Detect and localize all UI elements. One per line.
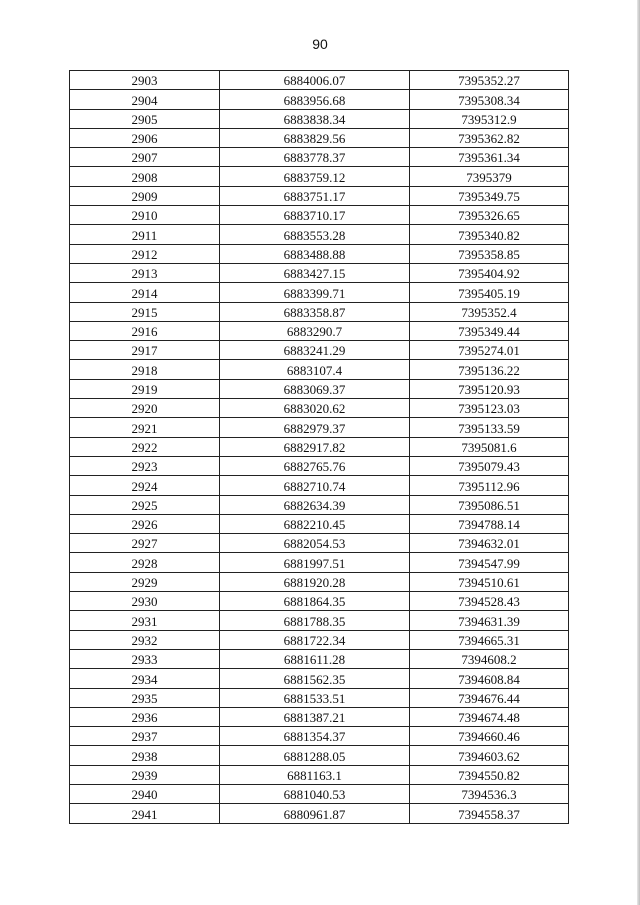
point-number-cell: 2923 [70,456,220,475]
table-row [70,746,569,765]
x-coordinate-cell: 6881997.51 [220,553,410,572]
point-number-cell: 2930 [70,592,220,611]
point-number-cell: 2922 [70,437,220,456]
table-row [70,148,569,167]
table-row [70,437,569,456]
y-coordinate-cell: 7395362.82 [410,128,569,147]
table-row [70,263,569,282]
point-number-cell: 2906 [70,128,220,147]
point-number-cell: 2938 [70,746,220,765]
y-coordinate-cell: 7394536.3 [410,784,569,803]
point-number-cell: 2913 [70,263,220,282]
x-coordinate-cell: 6881387.21 [220,707,410,726]
y-coordinate-cell: 7395136.22 [410,360,569,379]
table-row [70,804,569,823]
x-coordinate-cell: 6882765.76 [220,456,410,475]
point-number-cell: 2929 [70,572,220,591]
table-row [70,321,569,340]
table-row [70,71,569,90]
table-row [70,630,569,649]
point-number-cell: 2936 [70,707,220,726]
x-coordinate-cell: 6881722.34 [220,630,410,649]
y-coordinate-cell: 7394660.46 [410,727,569,746]
point-number-cell: 2911 [70,225,220,244]
x-coordinate-cell: 6883107.4 [220,360,410,379]
x-coordinate-cell: 6882979.37 [220,418,410,437]
x-coordinate-cell: 6883751.17 [220,186,410,205]
y-coordinate-cell: 7395405.19 [410,283,569,302]
y-coordinate-cell: 7394788.14 [410,514,569,533]
y-coordinate-cell: 7395086.51 [410,495,569,514]
table-row [70,90,569,109]
table-row [70,727,569,746]
x-coordinate-cell: 6883778.37 [220,148,410,167]
table-row [70,283,569,302]
page-number: 90 [312,36,328,52]
x-coordinate-cell: 6883759.12 [220,167,410,186]
x-coordinate-cell: 6880961.87 [220,804,410,823]
x-coordinate-cell: 6882634.39 [220,495,410,514]
y-coordinate-cell: 7395349.44 [410,321,569,340]
table-row [70,688,569,707]
y-coordinate-cell: 7394674.48 [410,707,569,726]
table-row [70,302,569,321]
x-coordinate-cell: 6882917.82 [220,437,410,456]
point-number-cell: 2912 [70,244,220,263]
point-number-cell: 2904 [70,90,220,109]
x-coordinate-cell: 6881788.35 [220,611,410,630]
point-number-cell: 2925 [70,495,220,514]
x-coordinate-cell: 6882210.45 [220,514,410,533]
y-coordinate-cell: 7395358.85 [410,244,569,263]
y-coordinate-cell: 7395123.03 [410,399,569,418]
y-coordinate-cell: 7395079.43 [410,456,569,475]
y-coordinate-cell: 7395326.65 [410,206,569,225]
x-coordinate-cell: 6883069.37 [220,379,410,398]
table-row [70,669,569,688]
x-coordinate-cell: 6881611.28 [220,649,410,668]
y-coordinate-cell: 7395112.96 [410,476,569,495]
point-number-cell: 2939 [70,765,220,784]
point-number-cell: 2919 [70,379,220,398]
point-number-cell: 2921 [70,418,220,437]
table-row [70,592,569,611]
point-number-cell: 2924 [70,476,220,495]
x-coordinate-cell: 6882054.53 [220,534,410,553]
point-number-cell: 2928 [70,553,220,572]
x-coordinate-cell: 6884006.07 [220,71,410,90]
point-number-cell: 2931 [70,611,220,630]
y-coordinate-cell: 7395120.93 [410,379,569,398]
table-row [70,418,569,437]
y-coordinate-cell: 7395133.59 [410,418,569,437]
y-coordinate-cell: 7394632.01 [410,534,569,553]
y-coordinate-cell: 7395312.9 [410,109,569,128]
table-row [70,244,569,263]
table-row [70,225,569,244]
point-number-cell: 2940 [70,784,220,803]
x-coordinate-cell: 6881864.35 [220,592,410,611]
y-coordinate-cell: 7394547.99 [410,553,569,572]
table-row [70,784,569,803]
y-coordinate-cell: 7394528.43 [410,592,569,611]
x-coordinate-cell: 6883838.34 [220,109,410,128]
y-coordinate-cell: 7394608.84 [410,669,569,688]
x-coordinate-cell: 6881288.05 [220,746,410,765]
y-coordinate-cell: 7394631.39 [410,611,569,630]
point-number-cell: 2933 [70,649,220,668]
x-coordinate-cell: 6881163.1 [220,765,410,784]
x-coordinate-cell: 6883488.88 [220,244,410,263]
x-coordinate-cell: 6881562.35 [220,669,410,688]
x-coordinate-cell: 6883358.87 [220,302,410,321]
point-number-cell: 2915 [70,302,220,321]
point-number-cell: 2917 [70,341,220,360]
table-row [70,476,569,495]
y-coordinate-cell: 7395352.27 [410,71,569,90]
x-coordinate-cell: 6882710.74 [220,476,410,495]
table-row [70,456,569,475]
point-number-cell: 2932 [70,630,220,649]
y-coordinate-cell: 7394558.37 [410,804,569,823]
table-row [70,534,569,553]
table-row [70,206,569,225]
table-row [70,379,569,398]
y-coordinate-cell: 7395404.92 [410,263,569,282]
x-coordinate-cell: 6883241.29 [220,341,410,360]
table-row [70,765,569,784]
x-coordinate-cell: 6883020.62 [220,399,410,418]
point-number-cell: 2934 [70,669,220,688]
x-coordinate-cell: 6881533.51 [220,688,410,707]
x-coordinate-cell: 6883710.17 [220,206,410,225]
coordinates-table-body [70,71,569,824]
x-coordinate-cell: 6883553.28 [220,225,410,244]
point-number-cell: 2935 [70,688,220,707]
table-row [70,707,569,726]
point-number-cell: 2916 [70,321,220,340]
y-coordinate-cell: 7395081.6 [410,437,569,456]
y-coordinate-cell: 7394665.31 [410,630,569,649]
y-coordinate-cell: 7395352.4 [410,302,569,321]
table-row [70,186,569,205]
y-coordinate-cell: 7394676.44 [410,688,569,707]
point-number-cell: 2907 [70,148,220,167]
table-row [70,611,569,630]
y-coordinate-cell: 7395274.01 [410,341,569,360]
x-coordinate-cell: 6883290.7 [220,321,410,340]
point-number-cell: 2914 [70,283,220,302]
table-row [70,109,569,128]
point-number-cell: 2941 [70,804,220,823]
table-row [70,341,569,360]
y-coordinate-cell: 7394510.61 [410,572,569,591]
y-coordinate-cell: 7394603.62 [410,746,569,765]
point-number-cell: 2909 [70,186,220,205]
x-coordinate-cell: 6883956.68 [220,90,410,109]
point-number-cell: 2927 [70,534,220,553]
x-coordinate-cell: 6881354.37 [220,727,410,746]
y-coordinate-cell: 7395361.34 [410,148,569,167]
y-coordinate-cell: 7395308.34 [410,90,569,109]
table-row [70,514,569,533]
table-row [70,572,569,591]
point-number-cell: 2920 [70,399,220,418]
x-coordinate-cell: 6881040.53 [220,784,410,803]
point-number-cell: 2908 [70,167,220,186]
y-coordinate-cell: 7394608.2 [410,649,569,668]
table-row [70,360,569,379]
table-row [70,128,569,147]
table-row [70,553,569,572]
y-coordinate-cell: 7395349.75 [410,186,569,205]
coordinates-table [69,70,569,824]
table-row [70,495,569,514]
table-row [70,167,569,186]
table-row [70,399,569,418]
point-number-cell: 2910 [70,206,220,225]
x-coordinate-cell: 6883399.71 [220,283,410,302]
table-row [70,649,569,668]
x-coordinate-cell: 6883427.15 [220,263,410,282]
y-coordinate-cell: 7395379 [410,167,569,186]
y-coordinate-cell: 7395340.82 [410,225,569,244]
point-number-cell: 2937 [70,727,220,746]
point-number-cell: 2903 [70,71,220,90]
point-number-cell: 2918 [70,360,220,379]
point-number-cell: 2926 [70,514,220,533]
y-coordinate-cell: 7394550.82 [410,765,569,784]
x-coordinate-cell: 6881920.28 [220,572,410,591]
point-number-cell: 2905 [70,109,220,128]
x-coordinate-cell: 6883829.56 [220,128,410,147]
